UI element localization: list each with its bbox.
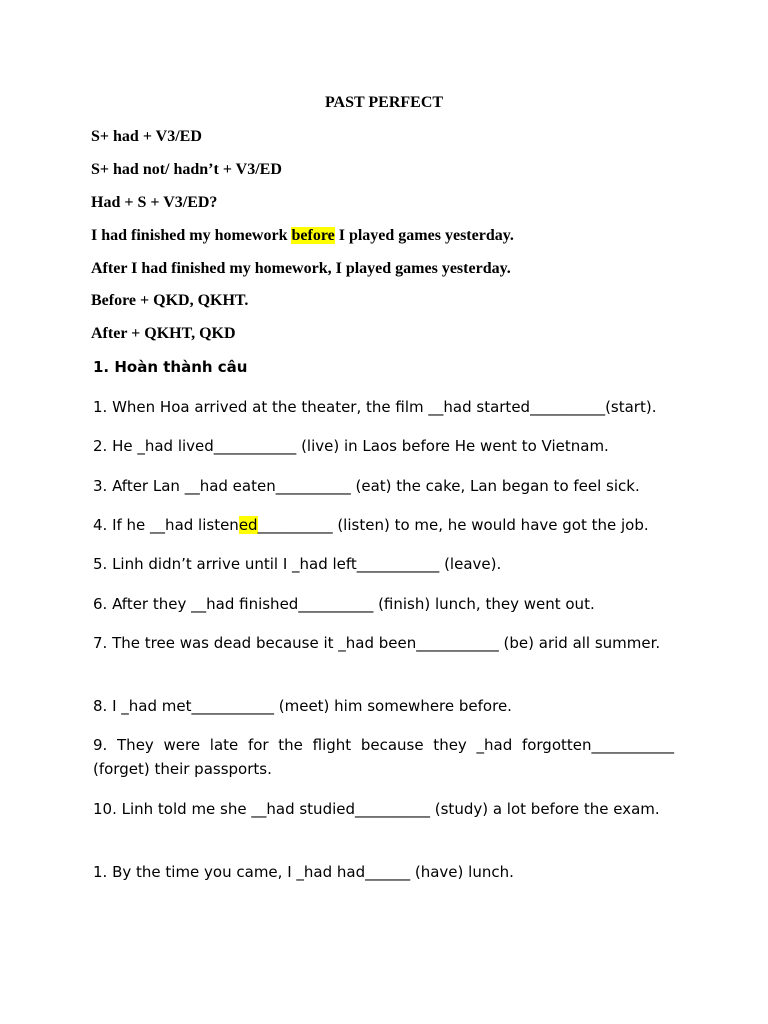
exercise-6: 6. After they __had finished__________ (finish) lunch, they went out. xyxy=(93,595,595,613)
rule-question: Had + S + V3/ED? xyxy=(91,194,218,211)
rule-example-before-part2: I played games yesterday. xyxy=(334,227,514,244)
highlighted-before: before xyxy=(291,227,335,244)
rule-affirmative: S+ had + V3/ED xyxy=(91,128,202,145)
rule-before-formula: Before + QKD, QKHT. xyxy=(91,292,249,309)
exercise-7: 7. The tree was dead because it _had been___________ (be) arid all summer. xyxy=(93,634,661,652)
section-heading: 1. Hoàn thành câu xyxy=(93,358,248,376)
rule-example-before xyxy=(91,226,514,246)
exercise-11: 1. By the time you came, I _had had______ (have) lunch. xyxy=(93,863,514,881)
exercise-4 xyxy=(93,513,674,537)
exercise-4-part2: __________ (listen) to me, he would have got the job. xyxy=(257,516,649,534)
highlighted-ed: ed xyxy=(238,516,258,534)
exercise-2: 2. He _had lived___________ (live) in Laos before He went to Vietnam. xyxy=(93,437,609,455)
exercise-9: 9. They were late for the flight because they _had forgotten___________ (forget) their passports. xyxy=(93,736,674,778)
exercise-1: 1. When Hoa arrived at the theater, the film __had started__________(start). xyxy=(93,398,657,416)
rule-after-formula: After + QKHT, QKD xyxy=(91,325,236,342)
exercise-4-part1: 4. If he __had listen xyxy=(93,516,239,534)
rule-example-after: After I had finished my homework, I played games yesterday. xyxy=(91,260,511,277)
exercise-5: 5. Linh didn’t arrive until I _had left___________ (leave). xyxy=(93,555,502,573)
rule-negative: S+ had not/ hadn’t + V3/ED xyxy=(91,161,282,178)
exercise-10: 10. Linh told me she __had studied__________ (study) a lot before the exam. xyxy=(93,800,660,818)
rule-example-before-part1: I had finished my homework xyxy=(91,227,292,244)
exercise-8: 8. I _had met___________ (meet) him somewhere before. xyxy=(93,697,512,715)
exercise-3: 3. After Lan __had eaten__________ (eat) the cake, Lan began to feel sick. xyxy=(93,477,640,495)
page-title: PAST PERFECT xyxy=(324,94,444,111)
